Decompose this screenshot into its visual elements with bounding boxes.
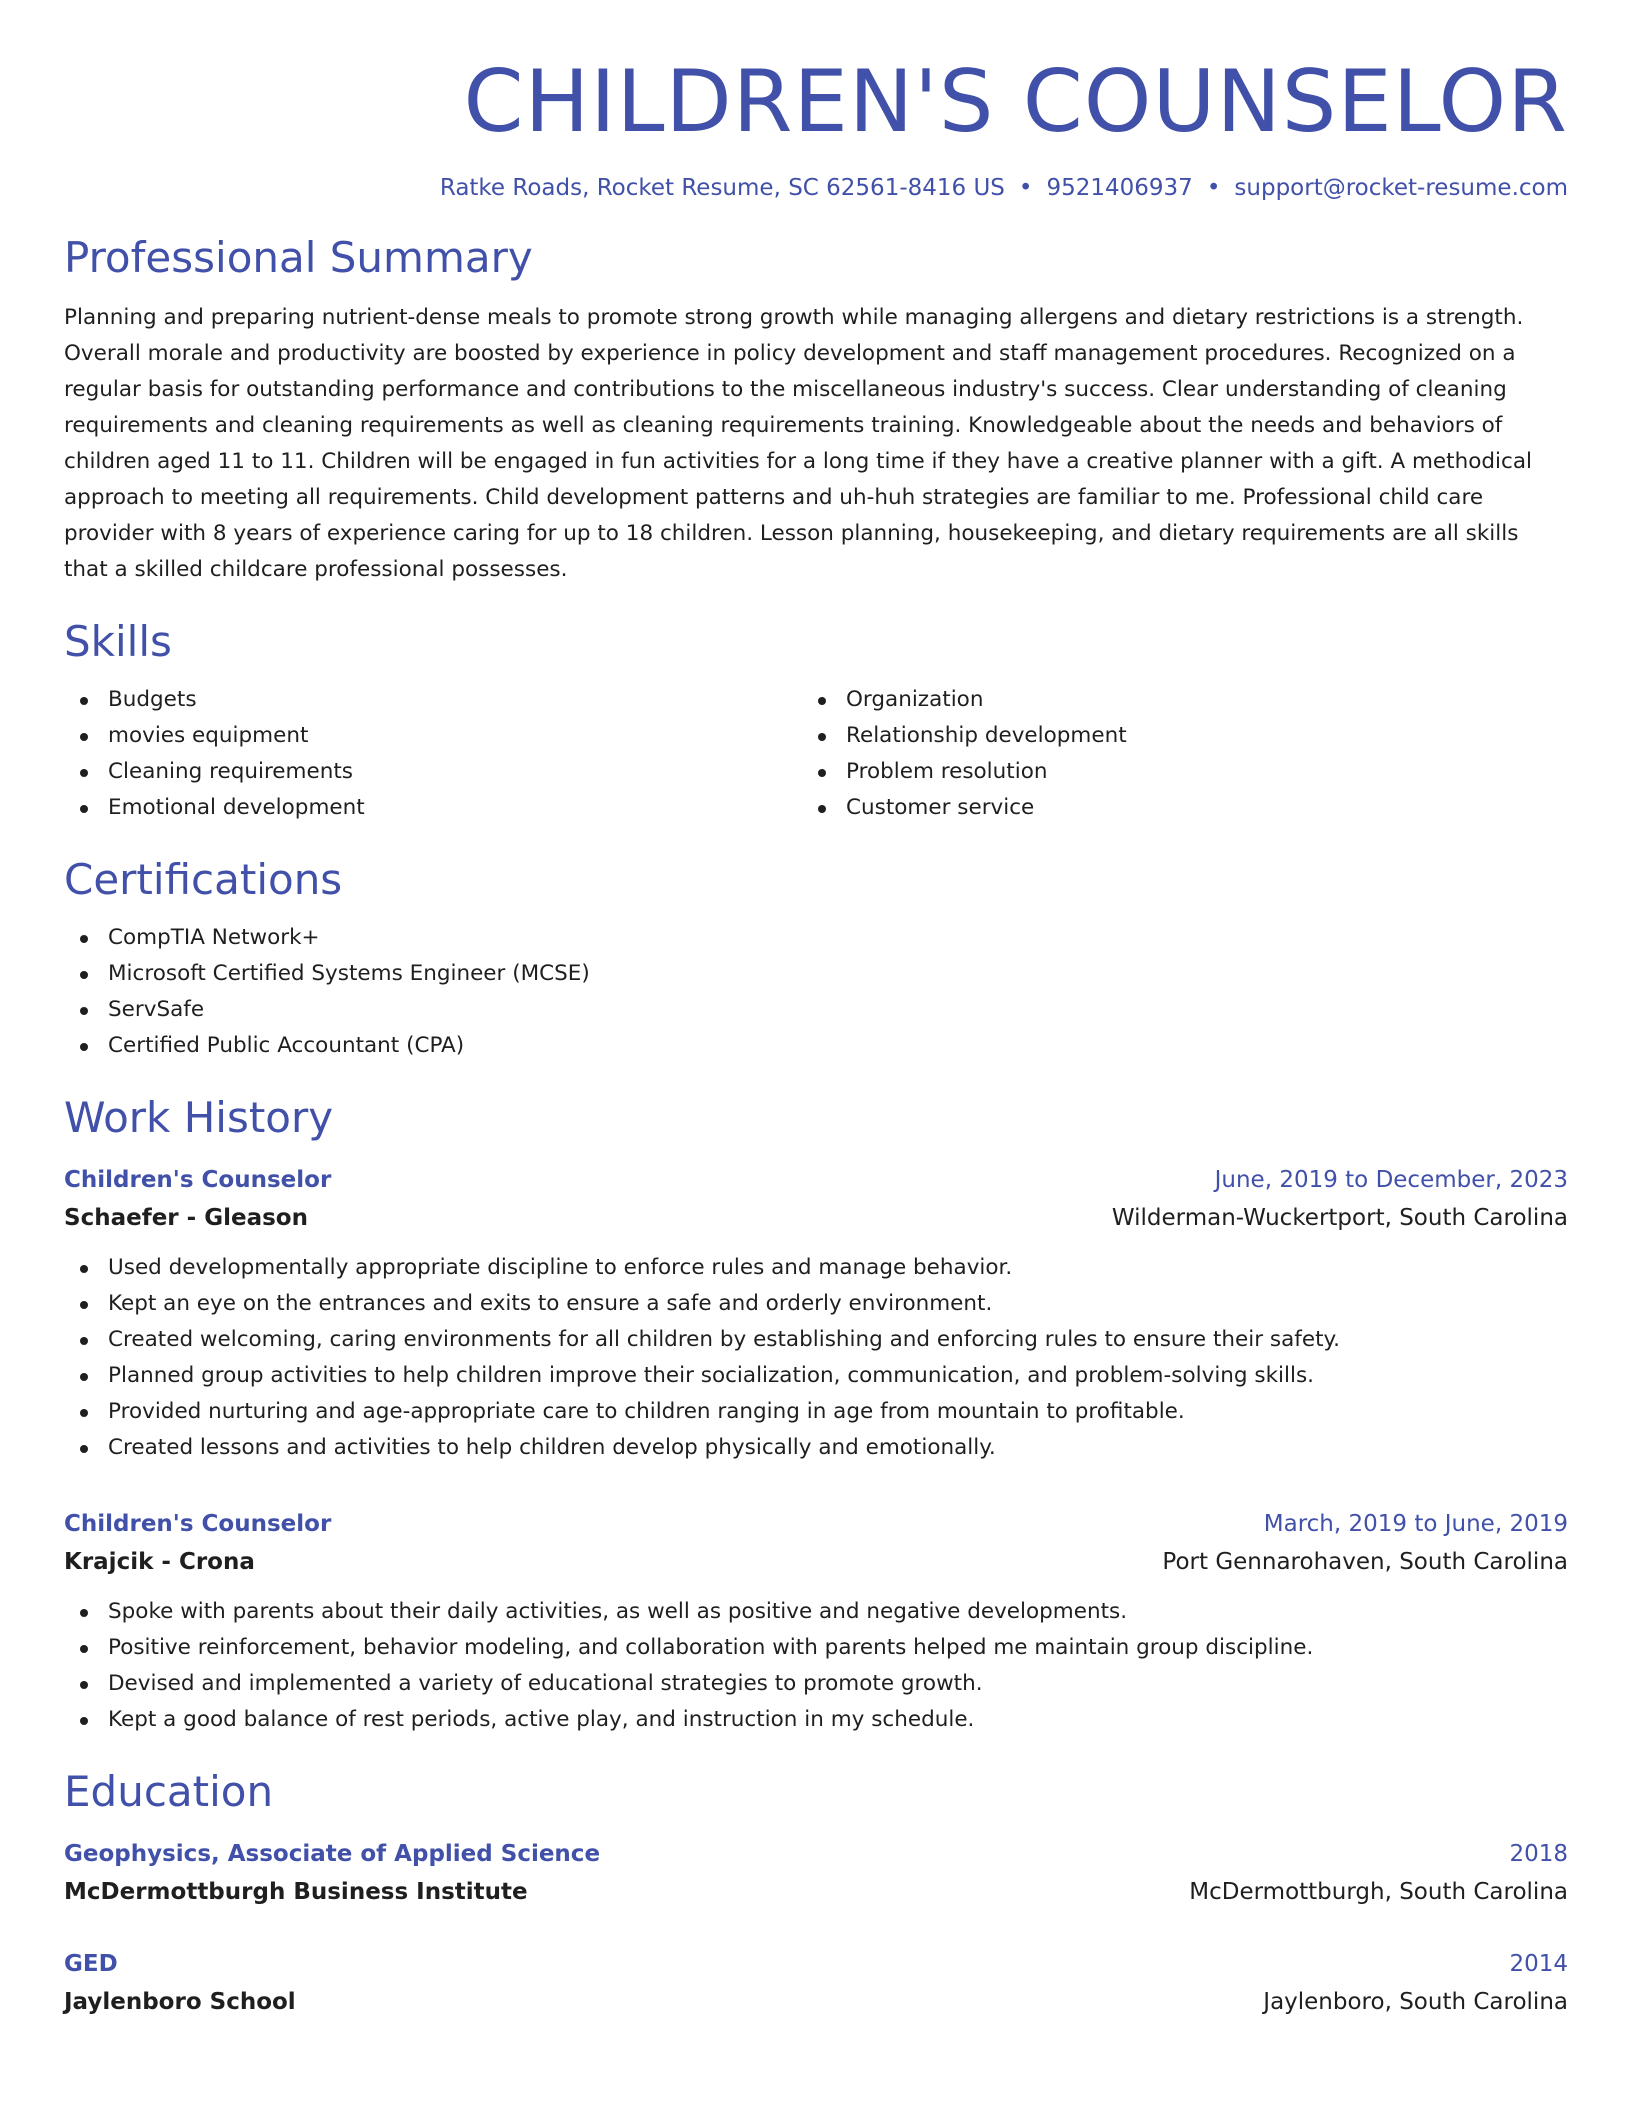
job-company: Schaefer - Gleason <box>64 1205 308 1231</box>
job-duty-item: Used developmentally appropriate discipline to enforce rules and manage behavior. <box>64 1250 1568 1286</box>
job-title: Children's Counselor <box>64 1511 332 1537</box>
certifications-section <box>64 854 1568 1064</box>
education-location: Jaylenboro, South Carolina <box>1263 1989 1568 2015</box>
skills-list-right <box>802 682 1540 826</box>
job-duty-item: Devised and implemented a variety of educational strategies to promote growth. <box>64 1666 1568 1702</box>
job-duty-item: Planned group activities to help children improve their socialization, communication, and problem-solving skills. <box>64 1358 1568 1394</box>
education-header-row <box>64 1946 1568 1982</box>
job-company: Krajcik - Crona <box>64 1549 255 1575</box>
skills-section <box>64 616 1568 826</box>
job-company-row <box>64 1542 1568 1582</box>
contact-email[interactable]: support@rocket-resume.com <box>1234 175 1568 201</box>
work-history-section <box>64 1092 1568 1738</box>
skill-item: Budgets <box>64 682 802 718</box>
education-header-row <box>64 1836 1568 1872</box>
skill-item: Emotional development <box>64 790 802 826</box>
section-title-summary: Professional Summary <box>64 233 533 282</box>
job-title: Children's Counselor <box>64 1167 332 1193</box>
skills-grid <box>64 682 1568 826</box>
job-duty-item: Kept a good balance of rest periods, active play, and instruction in my schedule. <box>64 1702 1568 1738</box>
education-section <box>64 1766 1568 2022</box>
job-duties-list <box>64 1250 1568 1466</box>
summary-text: Planning and preparing nutrient-dense meals to promote strong growth while managing allergens and dietary restrictions is a strength. Overall morale and productivity are boosted by experience in policy development and staff management procedures. Recognized on a regular basis for outstanding performance and contributions to the miscellaneous industry's success. Clear understanding of cleaning requirements and cleaning requirements as well as cleaning requirements training. Knowledgeable about the needs and behaviors of children aged 11 to 11. Children will be engaged in fun activities for a long time if they have a creative planner with a gift. A methodical approach to meeting all requirements. Child development patterns and uh-huh strategies are familiar to me. Professional child care provider with 8 years of experience caring for up to 18 children. Lesson planning, housekeeping, and dietary requirements are all skills that a skilled childcare professional possesses. <box>64 305 1532 582</box>
resume-header <box>64 52 1568 204</box>
certification-item: CompTIA Network+ <box>64 920 1568 956</box>
job-duty-item: Kept an eye on the entrances and exits to ensure a safe and orderly environment. <box>64 1286 1568 1322</box>
job-duty-item: Provided nurturing and age-appropriate care to children ranging in age from mountain to profitable. <box>64 1394 1568 1430</box>
education-school-row <box>64 1982 1568 2022</box>
separator-dot: • <box>1206 175 1221 201</box>
education-school-row <box>64 1872 1568 1912</box>
job-entry <box>64 1162 1568 1466</box>
job-header-row <box>64 1506 1568 1542</box>
job-entry <box>64 1506 1568 1738</box>
skill-item: Problem resolution <box>802 754 1540 790</box>
skill-item: Organization <box>802 682 1540 718</box>
resume-name: CHILDREN'S COUNSELOR <box>463 52 1568 152</box>
education-location: McDermottburgh, South Carolina <box>1189 1879 1568 1905</box>
certifications-list <box>64 920 1568 1064</box>
job-company-row <box>64 1198 1568 1238</box>
summary-section <box>64 232 1568 588</box>
section-title-skills: Skills <box>64 617 172 666</box>
skill-item: Relationship development <box>802 718 1540 754</box>
skill-item: Customer service <box>802 790 1540 826</box>
skill-item: movies equipment <box>64 718 802 754</box>
job-dates: March, 2019 to June, 2019 <box>1263 1511 1568 1537</box>
job-duty-item: Created lessons and activities to help children develop physically and emotionally. <box>64 1430 1568 1466</box>
job-header-row <box>64 1162 1568 1198</box>
job-duty-item: Created welcoming, caring environments for all children by establishing and enforcing rules to ensure their safety. <box>64 1322 1568 1358</box>
job-location: Wilderman-Wuckertport, South Carolina <box>1111 1205 1568 1231</box>
contact-phone[interactable]: 9521406937 <box>1046 175 1193 201</box>
education-degree: Geophysics, Associate of Applied Science <box>64 1841 601 1867</box>
job-duty-item: Positive reinforcement, behavior modeling, and collaboration with parents helped me maintain group discipline. <box>64 1630 1568 1666</box>
job-dates: June, 2019 to December, 2023 <box>1214 1167 1568 1193</box>
contact-address: Ratke Roads, Rocket Resume, SC 62561-8416 US <box>439 175 1005 201</box>
section-title-certifications: Certifications <box>64 855 343 904</box>
certification-item: Microsoft Certified Systems Engineer (MCSE) <box>64 956 1568 992</box>
education-school: Jaylenboro School <box>64 1989 296 2015</box>
skill-item: Cleaning requirements <box>64 754 802 790</box>
education-school: McDermottburgh Business Institute <box>64 1879 528 1905</box>
skills-list-left <box>64 682 802 826</box>
separator-dot: • <box>1018 175 1033 201</box>
education-degree: GED <box>64 1951 118 1977</box>
education-year: 2014 <box>1509 1951 1568 1977</box>
contact-line <box>64 172 1568 204</box>
job-location: Port Gennarohaven, South Carolina <box>1162 1549 1568 1575</box>
education-entry <box>64 1946 1568 2022</box>
job-duties-list <box>64 1594 1568 1738</box>
certification-item: Certified Public Accountant (CPA) <box>64 1028 1568 1064</box>
section-title-work-history: Work History <box>64 1093 334 1142</box>
section-title-education: Education <box>64 1767 274 1816</box>
education-year: 2018 <box>1509 1841 1568 1867</box>
job-duty-item: Spoke with parents about their daily activities, as well as positive and negative developments. <box>64 1594 1568 1630</box>
certification-item: ServSafe <box>64 992 1568 1028</box>
education-entry <box>64 1836 1568 1912</box>
